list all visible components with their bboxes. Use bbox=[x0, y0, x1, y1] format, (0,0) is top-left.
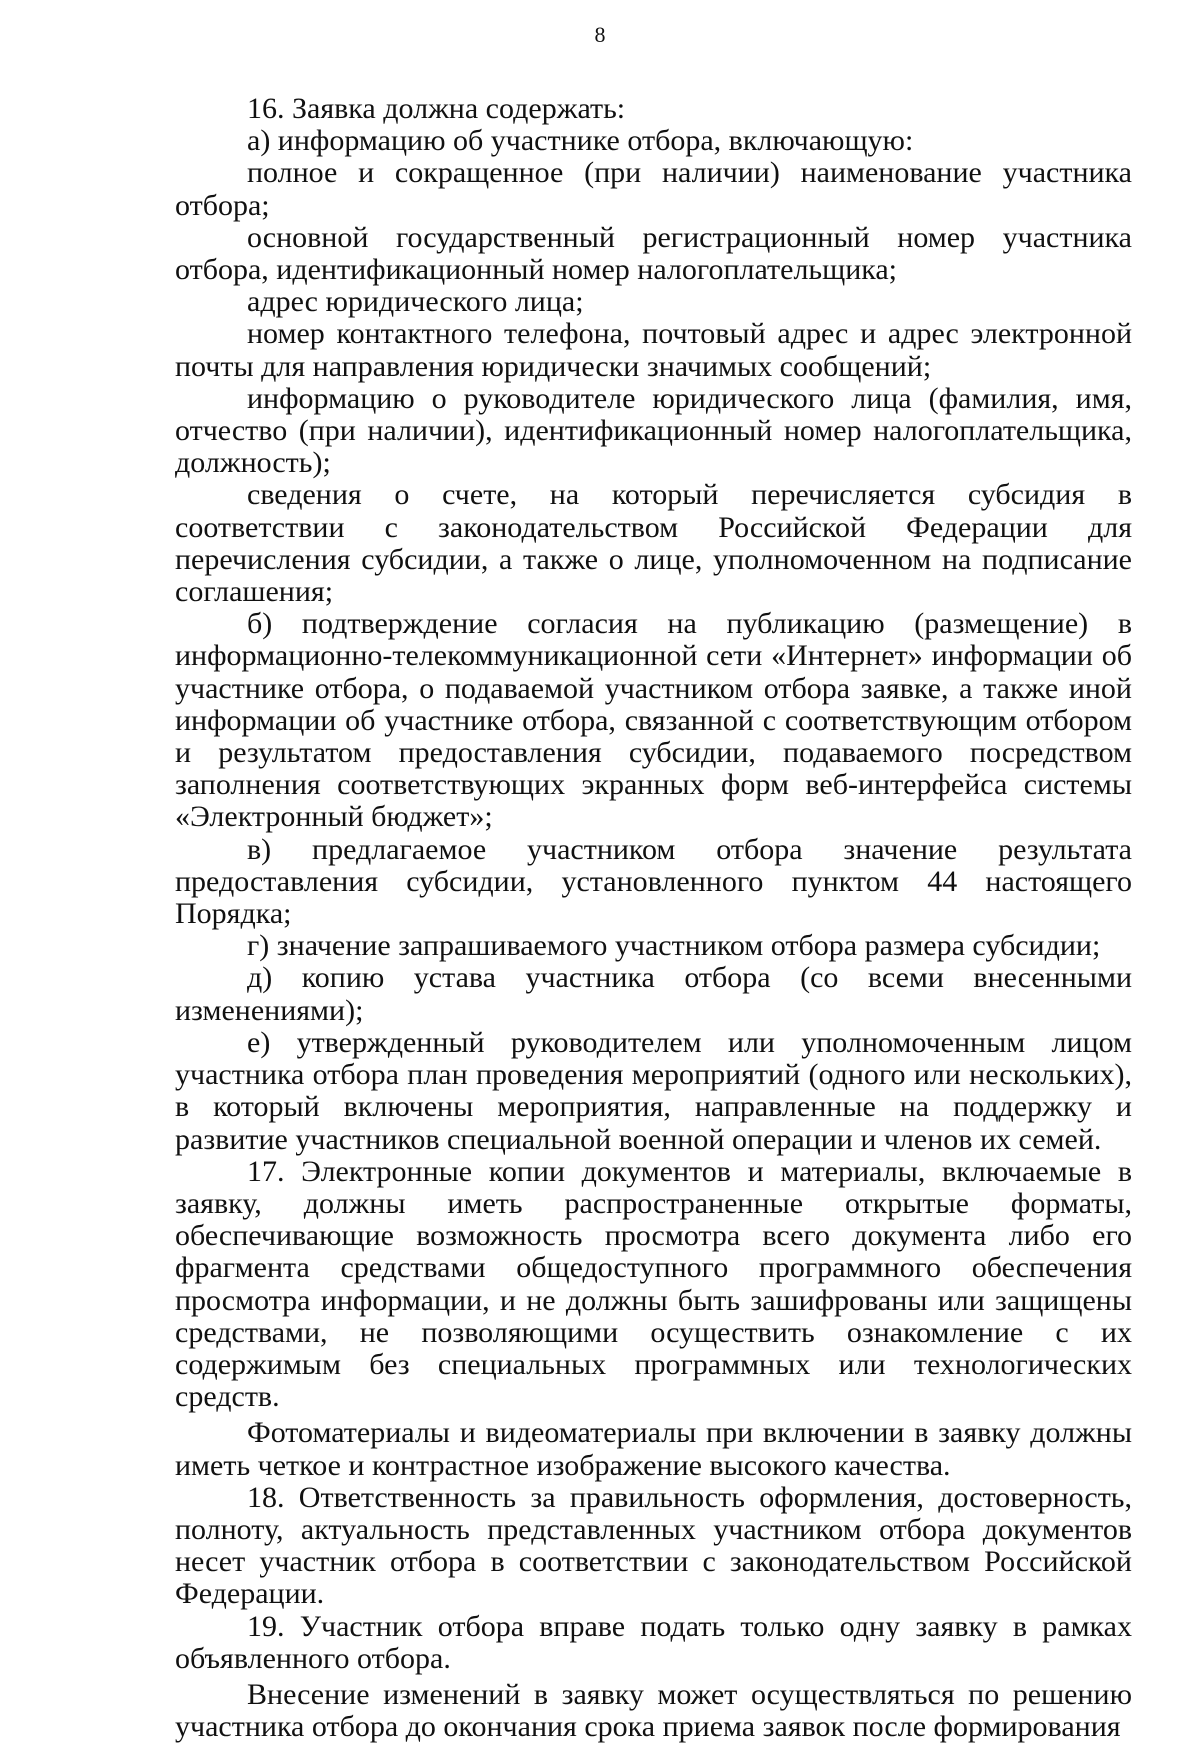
paragraph-16-v: в) предлагаемое участником отбора значение результата предоставления субсидии, установленного пунктом 44 настоящего Порядка; bbox=[175, 832, 1132, 931]
paragraph-16-a-head: информацию о руководителе юридического лица (фамилия, имя, отчество (при наличии), идентификационный номер налогоплательщика, должность); bbox=[175, 381, 1132, 480]
paragraph-16-d: д) копию устава участника отбора (со всеми внесенными изменениями); bbox=[175, 961, 1132, 1027]
paragraph-16-b: б) подтверждение согласия на публикацию (размещение) в информационно-телекоммуникационной сети «Интернет» информации об участнике отбора, о подаваемой участником отбора заявке, а также иной информации об участнике отбора, связанной с соответствующим отбором и результатом предоставления субсидии, подаваемого посредством заполнения соответствующих экранных форм веб-интерфейса системы «Электронный бюджет»; bbox=[175, 607, 1132, 834]
paragraph-17-photo: Фотоматериалы и видеоматериалы при включении в заявку должны иметь четкое и контрастное изображение высокого качества. bbox=[175, 1416, 1132, 1482]
paragraph-16-a-account: сведения о счете, на который перечисляется субсидия в соответствии с законодательством Российской Федерации для перечисления субсидии, а также о лице, уполномоченном на подписание соглашения; bbox=[175, 478, 1132, 609]
paragraph-16-g: г) значение запрашиваемого участником отбора размера субсидии; bbox=[247, 929, 1101, 963]
paragraph-17: 17. Электронные копии документов и материалы, включаемые в заявку, должны иметь распространенные открытые форматы, обеспечивающие возможность просмотра всего документа либо его фрагмента средствами общедоступного программного обеспечения просмотра информации, и не должны быть зашифрованы или защищены средствами, не позволяющими осуществить ознакомление с их содержимым без специальных программных или технологических средств. bbox=[175, 1154, 1132, 1414]
paragraph-16-a-name: полное и сокращенное (при наличии) наименование участника отбора; bbox=[175, 156, 1132, 222]
page-number: 8 bbox=[594, 22, 606, 47]
paragraph-16-e: е) утвержденный руководителем или уполномоченным лицом участника отбора план проведения мероприятий (одного или нескольких), в который включены мероприятия, направленные на поддержку и развитие участников специальной военной операции и членов их семей. bbox=[175, 1025, 1132, 1156]
paragraph-16-a: а) информацию об участнике отбора, включающую: bbox=[247, 124, 914, 158]
paragraph-16-a-address: адрес юридического лица; bbox=[247, 285, 584, 319]
paragraph-16-heading: 16. Заявка должна содержать: bbox=[247, 92, 626, 125]
document-body bbox=[175, 93, 1132, 1743]
paragraph-19-changes: Внесение изменений в заявку может осуществляться по решению участника отбора до окончания срока приема заявок после формирования bbox=[175, 1677, 1132, 1743]
paragraph-16-a-contacts: номер контактного телефона, почтовый адрес и адрес электронной почты для направления юридически значимых сообщений; bbox=[175, 317, 1132, 383]
paragraph-18: 18. Ответственность за правильность оформления, достоверность, полноту, актуальность представленных участником отбора документов несет участник отбора в соответствии с законодательством Российской Федерации. bbox=[175, 1480, 1132, 1611]
paragraph-19: 19. Участник отбора вправе подать только одну заявку в рамках объявленного отбора. bbox=[175, 1609, 1132, 1675]
paragraph-16-a-ogrn: основной государственный регистрационный номер участника отбора, идентификационный номер налогоплательщика; bbox=[175, 220, 1132, 287]
